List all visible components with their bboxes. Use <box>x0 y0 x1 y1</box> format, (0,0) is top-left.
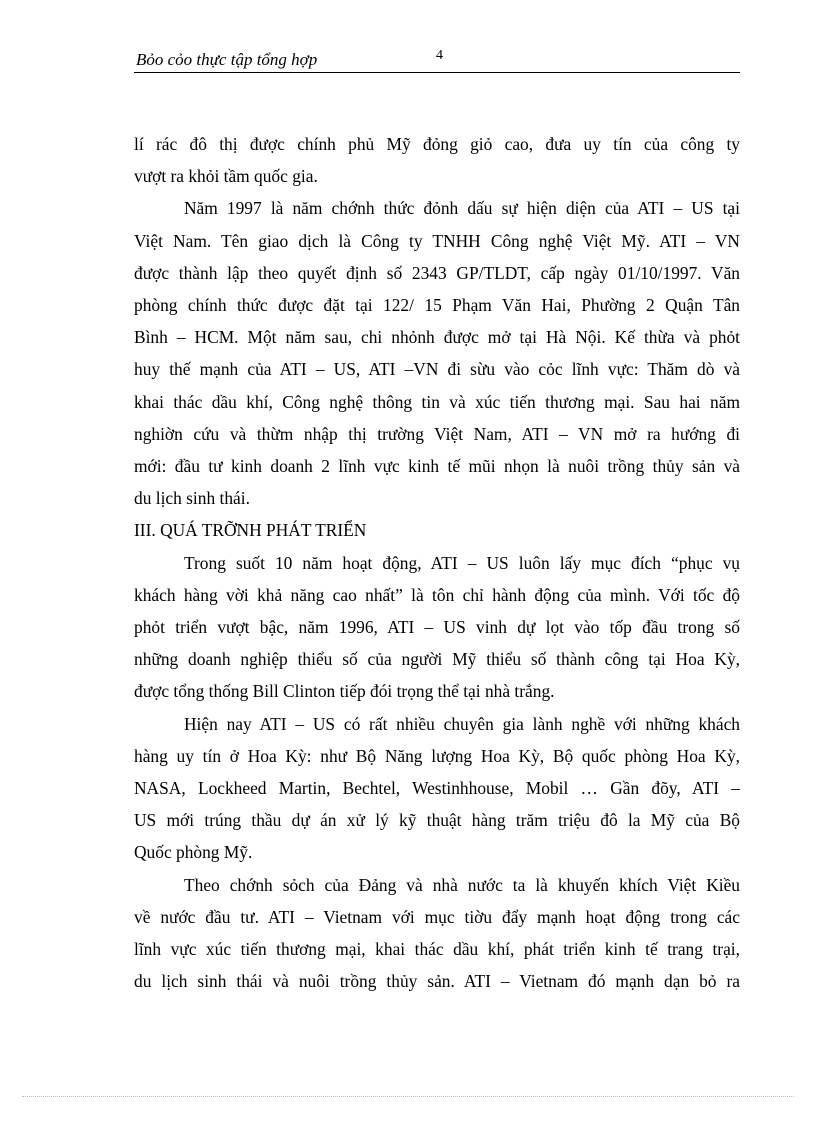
section-heading: III. QUÁ TRỠNH PHÁT TRIỂN <box>134 520 367 541</box>
page-header <box>134 48 740 73</box>
text-line: hàng uy tín ở Hoa Kỳ: như Bộ Năng lượng Hoa Kỳ, Bộ quốc phòng Hoa Kỳ, <box>134 745 740 766</box>
text-line: nghiờn cứu và thừm nhập thị trường Việt Nam, ATI – VN mở ra hướng đi <box>134 423 740 444</box>
text-line: mới: đầu tư kinh doanh 2 lĩnh vực kinh tế mũi nhọn là nuôi trồng thủy sản và <box>134 456 740 477</box>
page-number: 4 <box>436 48 443 63</box>
text-line: phỏt triển vượt bậc, năm 1996, ATI – US vinh dự lọt vào tốp đầu trong số <box>134 617 740 638</box>
text-line: được thành lập theo quyết định số 2343 GP/TLDT, cấp ngày 01/10/1997. Văn <box>134 262 740 283</box>
text-line: Năm 1997 là năm chớnh thức đỏnh dấu sự hiện diện của ATI – US tại <box>184 198 740 219</box>
text-line: khách hàng vời khả năng cao nhất” là tôn chỉ hành động của mình. Với tốc độ <box>134 584 740 605</box>
footer-divider <box>22 1096 794 1097</box>
text-line: Hiện nay ATI – US có rất nhiều chuyên gia lành nghề với những khách <box>184 713 740 734</box>
text-line: phòng chính thức được đặt tại 122/ 15 Phạm Văn Hai, Phường 2 Quận Tân <box>134 295 740 316</box>
text-line: lí rác đô thị được chính phủ Mỹ đỏng giỏ cao, đưa uy tín của công ty <box>134 134 740 154</box>
text-line: NASA, Lockheed Martin, Bechtel, Westinhhouse, Mobil … Gần đõy, ATI – <box>134 778 740 799</box>
text-line: huy thế mạnh của ATI – US, ATI –VN đi sừu vào cỏc lĩnh vực: Thăm dò và <box>134 359 740 380</box>
text-line: Quốc phòng Mỹ. <box>134 842 253 863</box>
text-line: những doanh nghiệp thiểu số của người Mỹ thiểu số thành công tại Hoa Kỳ, <box>134 649 740 670</box>
text-line: Bình – HCM. Một năm sau, chi nhỏnh được mở tại Hà Nội. Kế thừa và phỏt <box>134 327 740 348</box>
text-line: Trong suốt 10 năm hoạt động, ATI – US luôn lấy mục đích “phục vụ <box>184 552 740 573</box>
text-line: du lịch sinh thái. <box>134 488 250 509</box>
text-line: US mới trúng thầu dự án xử lý kỹ thuật hàng trăm triệu đô la Mỹ của Bộ <box>134 810 740 831</box>
text-line: vượt ra khỏi tầm quốc gia. <box>134 166 318 187</box>
text-line: lĩnh vực xúc tiến thương mại, khai thác dầu khí, phát triển kinh tế trang trại, <box>134 939 740 960</box>
document-body <box>134 128 740 997</box>
text-line: du lịch sinh thái và nuôi trồng thủy sản. ATI – Vietnam đó mạnh dạn bỏ ra <box>134 971 740 992</box>
text-line: được tổng thống Bill Clinton tiếp đói trọng thể tại nhà trắng. <box>134 681 555 702</box>
text-line: Theo chớnh sỏch của Đảng và nhà nước ta là khuyến khích Việt Kiều <box>184 874 740 895</box>
text-line: khai thác dầu khí, Công nghệ thông tin và xúc tiến thương mại. Sau hai năm <box>134 391 740 412</box>
header-title: Bỏo cỏo thực tập tổng hợp <box>136 50 318 69</box>
text-line: Việt Nam. Tên giao dịch là Công ty TNHH Công nghệ Việt Mỹ. ATI – VN <box>134 230 740 251</box>
text-line: về nước đầu tư. ATI – Vietnam với mục tiờu đẩy mạnh hoạt động trong các <box>134 906 740 927</box>
